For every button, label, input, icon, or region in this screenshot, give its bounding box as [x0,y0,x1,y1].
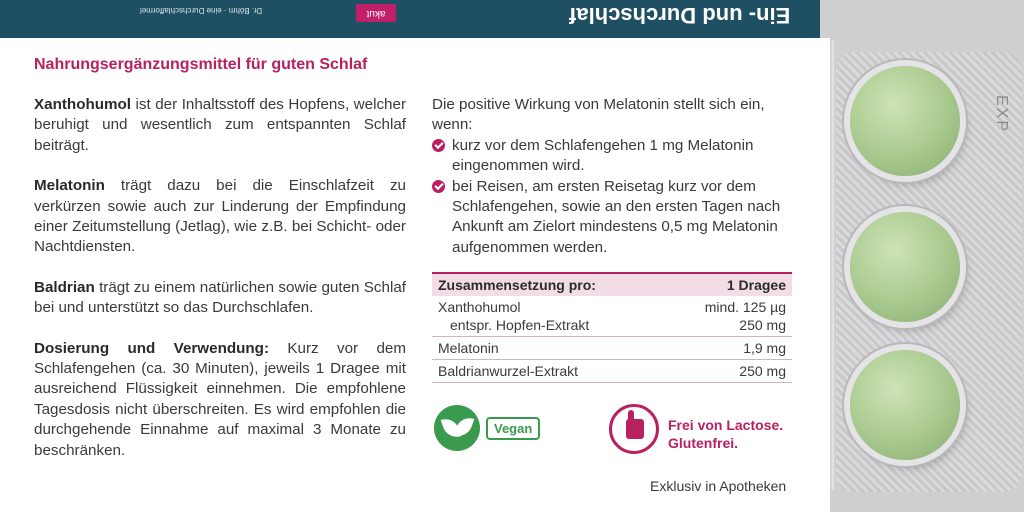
pharmacy-exclusive-note: Exklusiv in Apotheken [650,478,787,494]
lactose-line: Frei von Lactose. [668,417,784,433]
dragee-pill [850,66,960,176]
table-cell-value: 250 mg [739,317,786,333]
flap-badge: akut [356,4,396,22]
table-row [432,296,792,337]
box-flap [0,0,830,38]
vegan-badge [434,405,540,451]
text-melatonin: trägt dazu bei die Einschlafzeit zu verkürzen sowie auch zur Linderung der Empfindung einer Zeitumstellung (Jetlag), wie z.B. bei Schicht- oder Nachtdiensten. [34,177,406,256]
paragraph-melatonin [34,176,406,258]
table-header [432,272,792,296]
vegan-label: Vegan [486,417,540,440]
paragraph-dosierung [34,339,406,461]
thumbs-up-icon [609,404,659,454]
term-dosierung: Dosierung und Verwendung: [34,339,270,357]
table-cell-name: Melatonin [438,340,499,356]
check-icon [432,180,445,193]
bullet-item [432,136,802,177]
flap-title: Ein- und Durchschlaf [568,3,790,28]
left-column [34,95,406,481]
melatonin-intro: Die positive Wirkung von Melatonin stellt sich ein, wenn: [432,96,765,134]
text-xanthohumol: ist der Inhaltsstoff des Hopfens, welcher beruhigt und wesentlich zum entspannten Schlaf beiträgt. [34,96,406,154]
table-row [432,337,792,360]
table-cell-name: Xanthohumol [438,299,521,315]
text-dosierung: Kurz vor dem Schlafengehen (ca. 30 Minuten), jeweils 1 Dragee mit ausreichend Flüssigkeit einnehmen. Die empfohlene Tagesdosis nicht überschreiten. Es wird empfohlen die durchgehende Einnahme auf maximal 3 Monate zu beschränken. [34,339,406,459]
table-header-unit: 1 Dragee [726,277,786,293]
bullet-text: kurz vor dem Schlafengehen 1 mg Melatonin eingenommen wird. [452,136,754,175]
leaf-icon [434,405,480,451]
dragee-pill [850,212,960,322]
right-column [432,95,802,258]
term-baldrian: Baldrian [34,278,95,296]
table-cell-value: 1,9 mg [743,340,786,356]
headline: Nahrungsergänzungsmittel für guten Schlaf [34,56,368,73]
table-cell-name: entspr. Hopfen-Extrakt [450,317,590,333]
term-xanthohumol: Xanthohumol [34,96,132,113]
bullet-item [432,177,802,259]
check-icon [432,139,445,152]
flap-small-text: Dr. Böhm · eine Durchschlafformel [140,6,263,15]
paragraph-baldrian [34,278,406,319]
table-header-label: Zusammensetzung pro: [438,277,596,293]
term-melatonin: Melatonin [34,177,105,195]
dragee-pill [850,350,960,460]
table-cell-value: mind. 125 µg [704,299,786,315]
paragraph-xanthohumol [34,95,406,156]
lactose-free-label [668,416,783,452]
bullet-text: bei Reisen, am ersten Reisetag kurz vor dem Schlafengehen, sowie an den ersten Tagen nach Ankunft am Zielort mindestens 0,5 mg Melatonin aufgenommen werden. [452,177,781,256]
text-baldrian: trägt zu einem natürlichen sowie guten Schlaf bei und unterstützt so das Durchschlafen. [34,278,406,317]
blister-print-a: EXP [993,95,1010,134]
table-cell-name: Baldrianwurzel-Extrakt [438,363,579,379]
table-cell-value: 250 mg [739,363,786,379]
composition-table [432,272,792,383]
table-row [432,360,792,383]
gluten-line: Glutenfrei. [668,435,739,451]
